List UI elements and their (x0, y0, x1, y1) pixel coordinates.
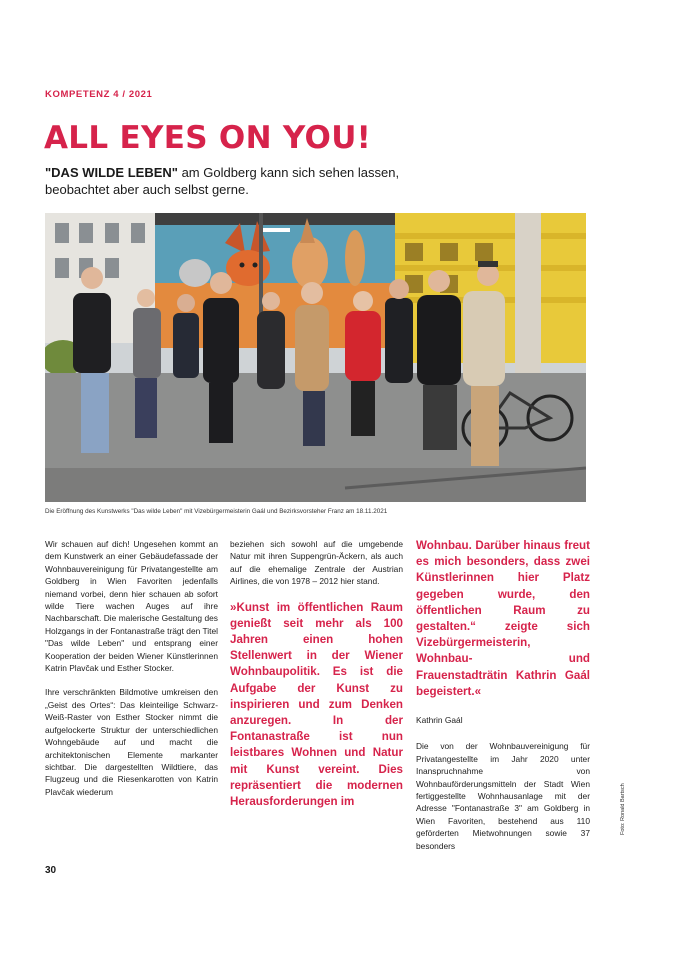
body-column-2 (230, 538, 403, 822)
body-paragraph: Wir schauen auf dich! Ungesehen kommt an dem Kunstwerk an einer Gebäudefassade der Wohnbauvereinigung für Privatangestellte am Goldberg in Wien Favoriten jedenfalls niemand vorbei, denn hier schauen ab sofort wilde Tiere wachen Auges auf ihre Nachbarschaft. Die malerische Gestaltung des Holzgangs in der Fontanastraße trägt den Titel "Das wilde Leben" und entsprang einer Kooperation der beiden Wiener Künstlerinnen Katrin Plavčak und Esther Stocker. (45, 539, 218, 674)
subtitle-bold: "DAS WILDE LEBEN" (45, 165, 178, 180)
body-column-1 (45, 538, 218, 810)
body-paragraph: beziehen sich sowohl auf die umgebende Natur mit ihren Suppengrün-Äckern, als auch auf die ehemalige Zentrale der Austrian Airlines, die von 1978 – 2012 hier stand. (230, 539, 403, 587)
article-title: ALL EYES ON YOU! (44, 120, 372, 156)
photo-credit: Foto: Ronald Bartsch (620, 783, 626, 835)
group-photo-illustration (45, 213, 586, 502)
article-subtitle (45, 164, 425, 198)
body-column-3 (416, 538, 590, 864)
pull-quote: »Kunst im öffentlichen Raum genießt seit mehr als 100 Jahren einen hohen Stellenwert in der Wiener Wohnbaupolitik. Es ist die Aufgabe der Kunst zu inspirieren und zum Denken anzuregen. In der Fontanastraße ist nun leistbares Wohnen und Natur mit Kunst vereint. Dies repräsentiert die modernen Herausforderungen im (230, 600, 403, 809)
group-photo (45, 213, 586, 502)
pull-quote-continued: Wohnbau. Darüber hinaus freut es mich besonders, dass zwei Künstlerinnen hier Platz gegeben wurde, den öffentlichen Raum zu gestalten.“ zeigte sich Vizebürgermeisterin, Wohnbau- und Frauenstadträtin Kathrin Gaál begeistert.« (416, 539, 590, 698)
photo-caption: Die Eröffnung des Kunstwerks "Das wilde Leben" mit Vizebürgermeisterin Gaál und Bezirksvorsteher Franz am 18.11.2021 (45, 508, 388, 515)
subtitle-rest: am Goldberg kann sich sehen lassen, beobachtet aber auch selbst gerne. (45, 165, 400, 197)
body-paragraph: Die von der Wohnbauvereinigung für Privatangestellte im Jahr 2020 unter Inanspruchnahme von Wohnbauförderungsmitteln der Stadt Wien fertiggestellte Wohnhausanlage mit der Adresse "Fontanastraße 3" am Goldberg in Wien Favoriten, bestehend aus 110 geförderten Mietwohnungen sowie 37 besonders (416, 741, 590, 851)
issue-kicker: KOMPETENZ 4 / 2021 (45, 89, 153, 100)
body-paragraph: Ihre verschränkten Bildmotive umkreisen den „Geist des Ortes“: Das kleinteilige Schwarz-Weiß-Raster von Esther Stocker nimmt die aufgelockerte Struktur der unterschiedlichen Wohngebäude auf und macht die architektonischen Elemente markanter sichtbar. Die dargestellten Wildtiere, das Flugzeug und die Riesenkarotten von Katrin Plavčak wiederum (45, 687, 218, 797)
page-number: 30 (45, 865, 57, 876)
quote-attribution: Kathrin Gaál (416, 715, 463, 726)
